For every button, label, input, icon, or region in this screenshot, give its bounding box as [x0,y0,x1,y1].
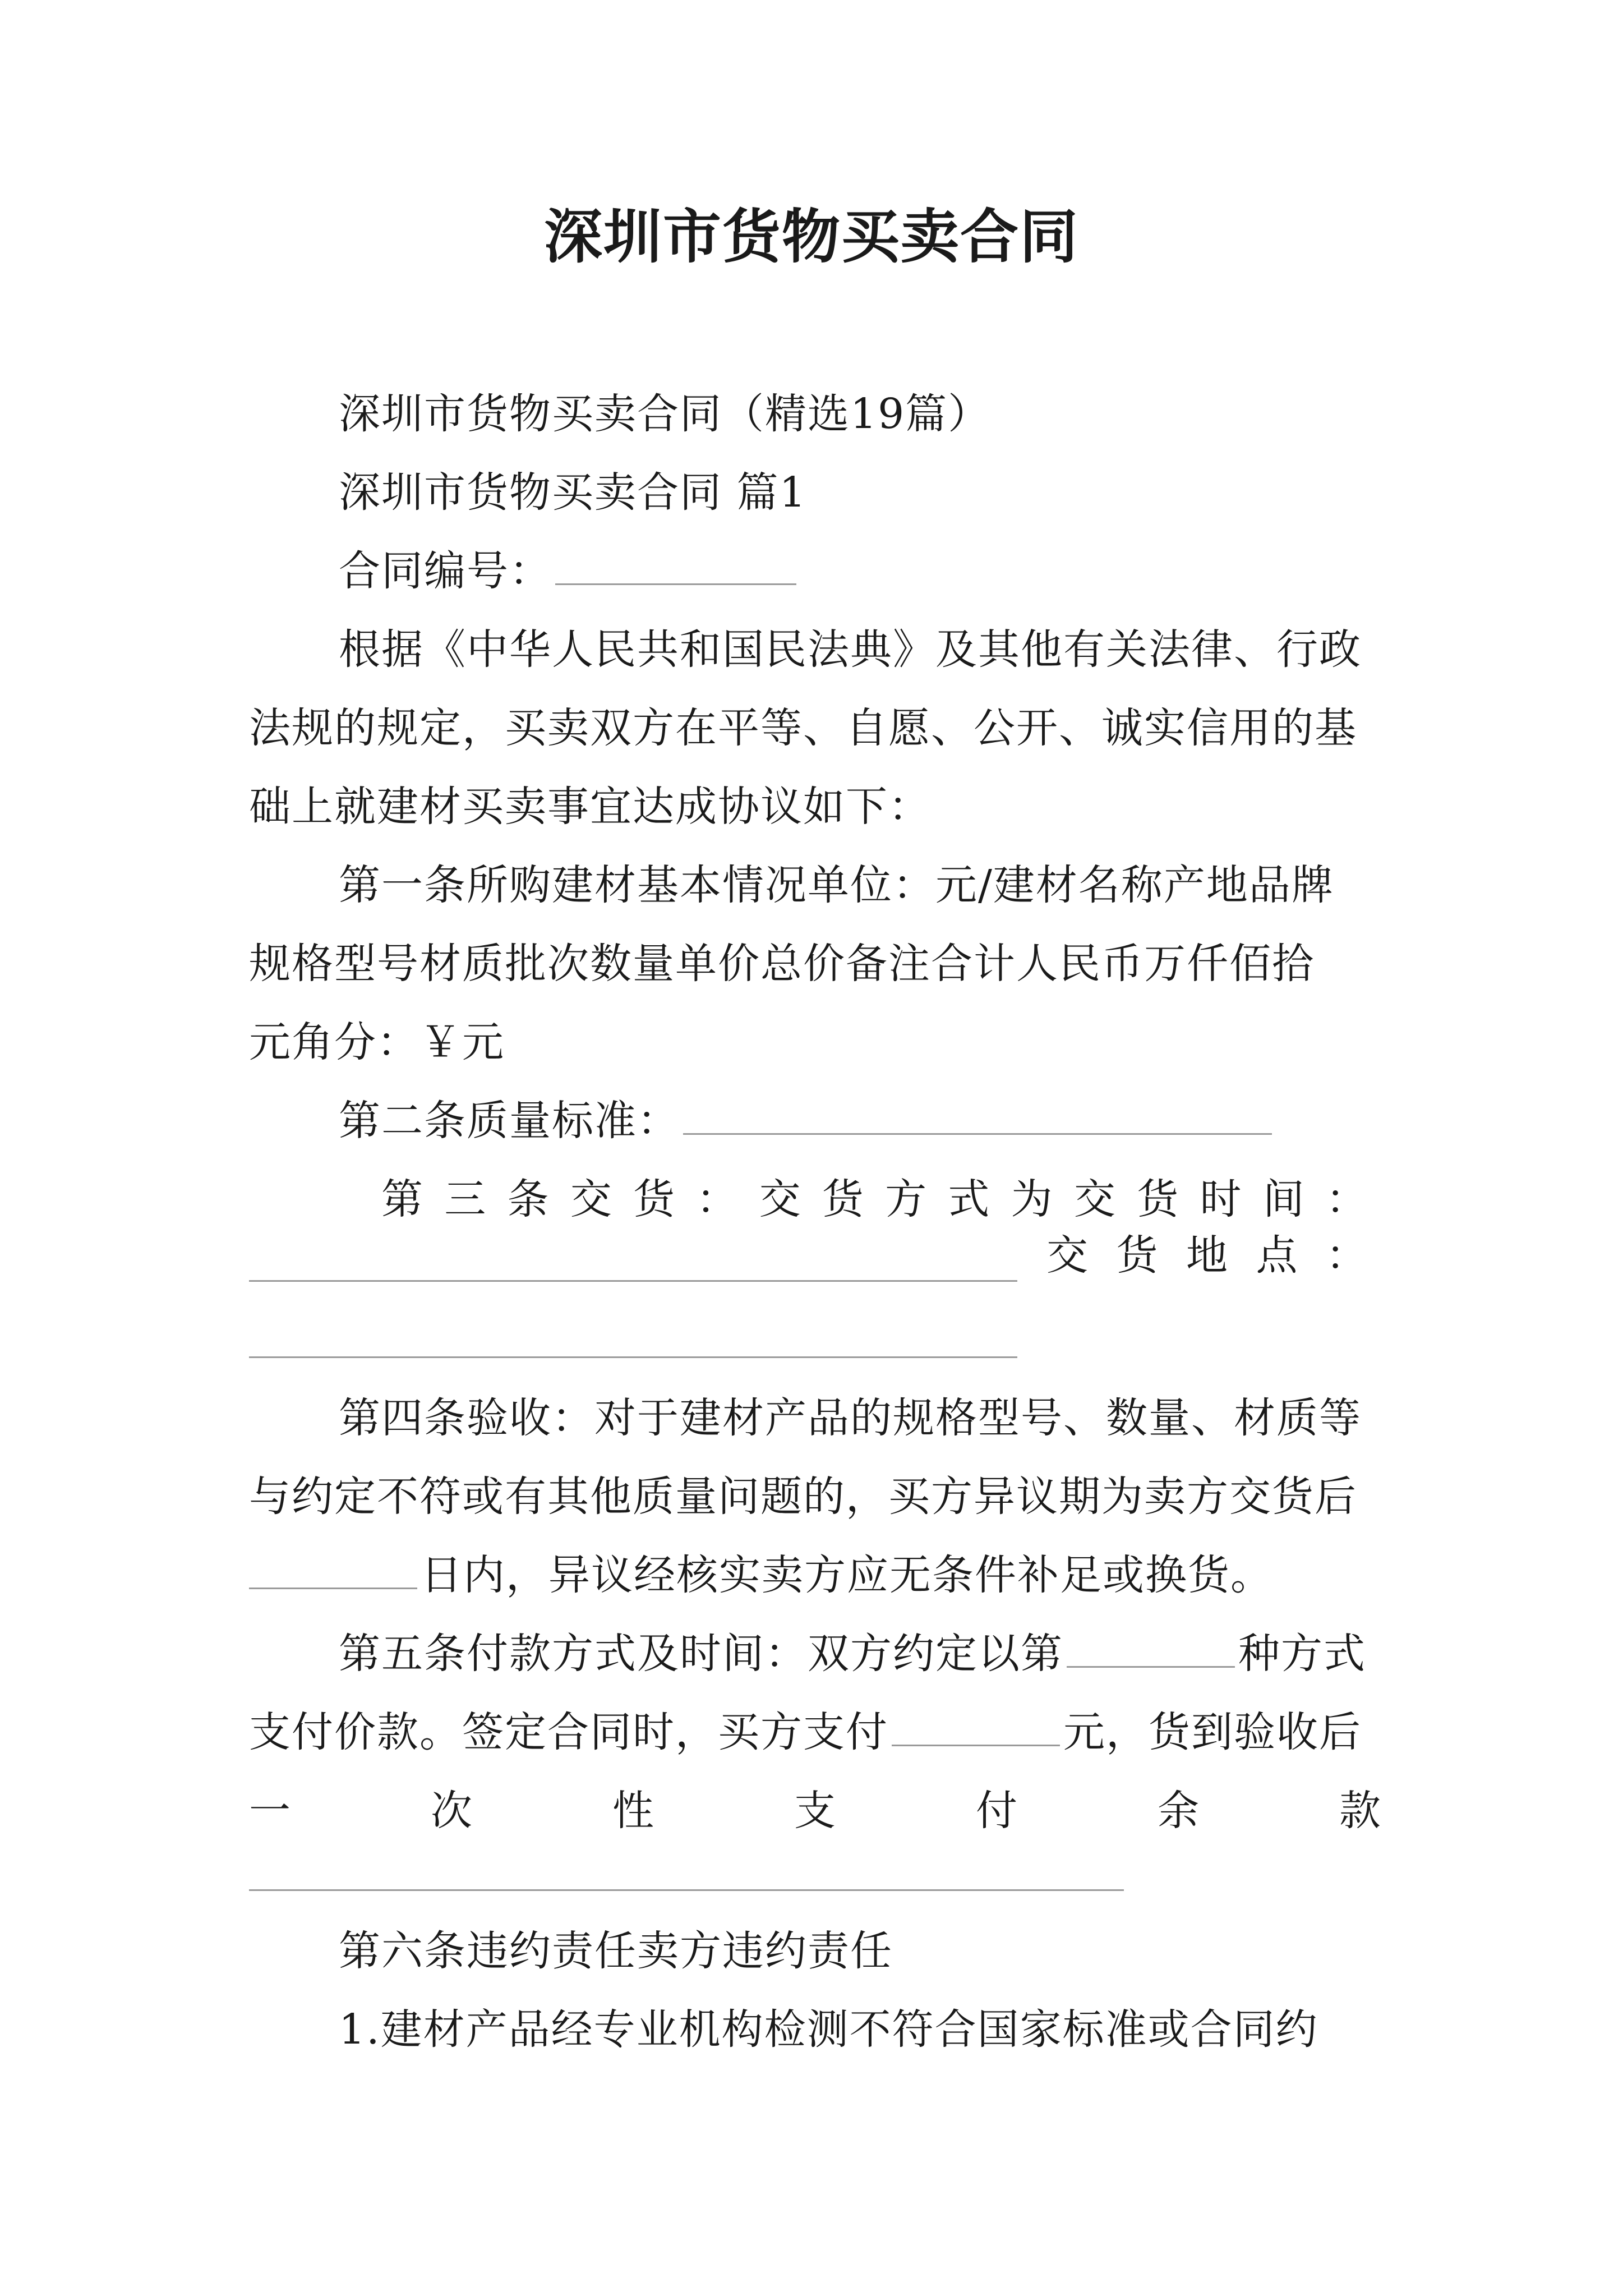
deposit-amount-blank[interactable] [892,1696,1060,1746]
document-title: 深圳市货物买卖合同 [543,202,1079,271]
article-3-char: 货 [1137,1175,1180,1223]
article-5-line-2 [249,1693,1382,1772]
article-5-char: 余 [1158,1787,1200,1835]
delivery-place-blank[interactable] [249,1356,1017,1358]
objection-days-blank[interactable] [249,1539,417,1589]
article-1-line-3: 元角分：￥元 [249,1018,505,1066]
article-3-place-char: 地 [1186,1231,1229,1280]
article-3-char: 间 [1262,1175,1306,1223]
article-3-char: 为 [1011,1175,1054,1223]
article-5-text-4: 元，货到验收后 [1063,1708,1362,1756]
article-3-char: 交 [1073,1175,1117,1223]
article-3-char: 交 [570,1175,613,1223]
article-5-char: 付 [976,1787,1018,1835]
article-3-char: 三 [444,1175,487,1223]
article-3-char: 式 [948,1175,991,1223]
article-3-char: 方 [885,1175,928,1223]
article-5-char: 一 [249,1787,292,1835]
article-5-line-3 [249,1772,1382,1850]
article-4-line-3-text: 日内，异议经核实卖方应无条件补足或换货。 [421,1551,1273,1599]
subtitle-collection: 深圳市货物买卖合同（精选19篇） [339,390,991,438]
paragraph-intro-line-2: 法规的规定，买卖双方在平等、自愿、公开、诚实信用的基 [249,704,1357,752]
article-5-char: 款 [1339,1787,1382,1835]
article-3-char: ： [1325,1175,1368,1223]
article-1-line-1: 第一条所购建材基本情况单位：元/建材名称产地品牌 [339,861,1334,909]
article-6-item-1: 1.建材产品经专业机构检测不符合国家标准或合同约 [339,2005,1318,2054]
article-4-line-1: 第四条验收：对于建材产品的规格型号、数量、材质等 [339,1394,1362,1442]
article-3-line-2 [1046,1216,1368,1295]
contract-number-label: 合同编号： [339,547,552,595]
article-2-label: 第二条质量标准： [339,1097,680,1145]
article-5-text-1: 第五条付款方式及时间：双方约定以第 [339,1630,1063,1678]
article-5-text-3: 支付价款。签定合同时，买方支付 [249,1708,888,1756]
quality-standard-blank[interactable] [683,1085,1272,1135]
paragraph-intro-line-1: 根据《中华人民共和国民法典》及其他有关法律、行政 [339,625,1362,674]
article-5-line-1 [249,1614,1382,1693]
article-4-line-3 [249,1536,1382,1614]
contract-number-line [249,532,1382,610]
article-1-line-2: 规格型号材质批次数量单价总价备注合计人民币万仟佰拾 [249,940,1315,988]
article-3-place-char: 货 [1116,1231,1159,1280]
article-3-char: 时 [1200,1175,1243,1223]
article-6-heading: 第六条违约责任卖方违约责任 [339,1927,893,1975]
article-2-line [249,1082,1382,1160]
article-3-char: 条 [507,1175,550,1223]
article-3-char: 第 [381,1175,424,1223]
delivery-time-blank[interactable] [249,1280,1017,1282]
article-3-char: 货 [822,1175,865,1223]
article-3-place-char: 点 [1256,1231,1299,1280]
subtitle-part-1: 深圳市货物买卖合同 篇1 [339,468,807,517]
article-5-text-2: 种方式 [1238,1630,1366,1678]
article-3-char: 交 [759,1175,802,1223]
article-3-char: ： [696,1175,739,1223]
article-3-place-char: 交 [1046,1231,1089,1280]
contract-number-blank[interactable] [555,535,796,585]
article-5-char: 性 [612,1787,655,1835]
payment-method-blank[interactable] [1067,1618,1235,1668]
balance-payment-blank[interactable] [249,1889,1124,1891]
article-3-char: 货 [633,1175,676,1223]
article-3-place-char: ： [1326,1231,1368,1280]
article-5-char: 次 [431,1787,473,1835]
article-4-line-2: 与约定不符或有其他质量问题的，买方异议期为卖方交货后 [249,1473,1357,1521]
paragraph-intro-line-3: 础上就建材买卖事宜达成协议如下： [249,783,931,831]
article-5-char: 支 [794,1787,837,1835]
